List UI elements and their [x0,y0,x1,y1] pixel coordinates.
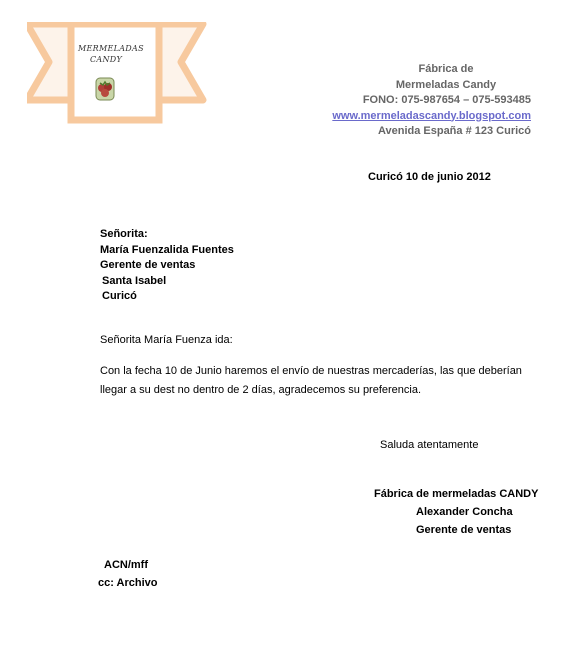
recipient-name: María Fuenzalida Fuentes [100,243,234,256]
recipient-address1: Santa Isabel [102,274,167,287]
ribbon-banner-icon [27,22,207,124]
header-line1: Fábrica de [418,63,474,75]
header-website-link[interactable]: www.mermeladascandy.blogspot.com [332,109,531,122]
signature-title: Gerente de ventas [416,524,512,536]
body-line2: llegar a su dest no dentro de 2 días, agradecemos su preferencia. [100,384,422,396]
signature-company: Fábrica de mermeladas CANDY [374,488,539,500]
reference-block [98,556,158,592]
logo-line1: MERMELADAS [78,44,144,53]
recipient-block [100,227,234,305]
strawberry-jar-icon [93,76,117,102]
header-line2: Mermeladas Candy [395,78,497,91]
header-address: Avenida España # 123 Curicó [377,125,531,137]
company-header [301,62,531,140]
ref-initials: ACN/mff [104,559,148,571]
letter-greeting: Señorita María Fuenza ida: [100,334,233,346]
signature-name: Alexander Concha [416,506,513,518]
ref-cc: cc: Archivo [98,577,158,589]
recipient-position: Gerente de ventas [100,259,196,271]
recipient-address2: Curicó [102,290,137,302]
logo-line2: CANDY [89,55,123,64]
body-line1: Con la fecha 10 de Junio haremos el envío de nuestras mercaderías, las que deberían [100,365,522,377]
logo-text [78,43,144,65]
company-logo [27,22,207,124]
recipient-salutation: Señorita: [100,228,148,240]
header-phone: FONO: 075-987654 – 075-593485 [362,94,531,106]
letter-body [100,362,530,400]
letter-closing: Saluda atentamente [380,439,479,451]
signature-block [374,485,538,539]
letter-date: Curicó 10 de junio 2012 [368,171,491,183]
